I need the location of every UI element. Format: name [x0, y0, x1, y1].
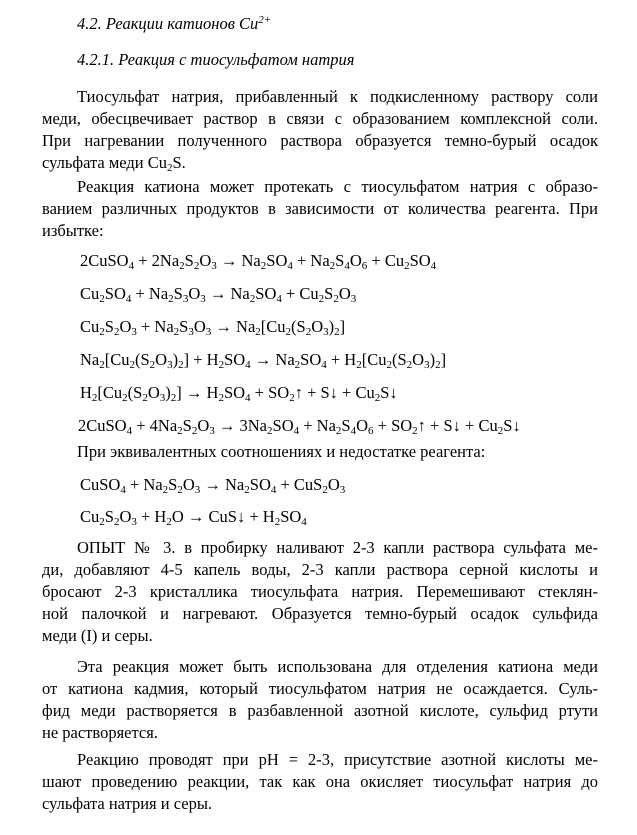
- text-line: бросают 2-3 кристаллика тиосульфата натрия. Перемешивают стеклян-: [42, 582, 598, 601]
- paragraph-separation: [42, 656, 598, 744]
- equation-line: $Cu_2S_2O_3 + H_2O$ → CuS↓ + $H_2SO_4$: [80, 507, 307, 528]
- text-line: Реакция катиона может протекать с тиосульфатом натрия с образо-: [77, 177, 598, 196]
- paragraph-ph-conditions: [42, 749, 598, 815]
- equation-line: CuSO$_4$ + $Na_2S_2O_3 \to Na_2SO_4 + CuS_2O_3$: [80, 475, 346, 496]
- text-line: фид меди растворяется в разбавленной азотной кислоте, сульфид ртути: [42, 701, 598, 720]
- equation-line: $Na_2[Cu_2(S_2O_3)_2] + H_2SO_4 \to Na_2SO_4 + H_2[Cu_2(S_2O_3)_2]$: [80, 350, 447, 371]
- text-line: меди, обесцвечивает раствор в связи с образованием комплексной соли.: [42, 109, 598, 128]
- summary-equation: 2CuSO$_4$ + $4Na_2S_2O_3 \to 3Na_2SO_4 + Na_2S_4O_6$ + $SO_2↑$ + S↓ + $Cu_2S↓$: [78, 416, 521, 437]
- text-line: сульфата меди $Cu_2S$.: [42, 153, 186, 174]
- text-line: Реакцию проводят при pH = 2-3, присутствие азотной кислоты ме-: [77, 750, 598, 769]
- text-line: ОПЫТ № 3. в пробирку наливают 2-3 капли раствора сульфата ме-: [77, 538, 598, 557]
- equivalent-ratio-note: При эквивалентных соотношениях и недостатке реагента:: [77, 442, 486, 461]
- text-line: избытке:: [42, 221, 104, 240]
- paragraph-experiment: [42, 537, 598, 647]
- text-line: не растворяется.: [42, 723, 158, 742]
- text-line: ди, добавляют 4-5 капель воды, 2-3 капли раствора серной кислоты и: [42, 560, 598, 579]
- text-line: Тиосульфат натрия, прибавленный к подкисленному раствору соли: [77, 87, 598, 106]
- text-line: шают проведению реакции, так как она окисляет тиосульфат натрия до: [42, 772, 598, 791]
- equation-line: $Cu_2S_2O_3 + Na_2S_3O_3 \to Na_2[Cu_2(S_2O_3)_2]$: [80, 317, 346, 338]
- text-line: от катиона кадмия, который тиосульфатом натрия не осаждается. Суль-: [42, 679, 598, 698]
- equation-line: 2CuSO$_4$ + $2Na_2S_2O_3 \to Na_2SO_4 + Na_2S_4O_6 + Cu_2SO_4$: [80, 251, 437, 272]
- paragraph-intro: [42, 86, 598, 174]
- equation-line: $Cu_2SO_4 + Na_2S_3O_3 \to Na_2SO_4 + Cu_2S_2O_3$: [80, 284, 357, 305]
- text-line: При нагревании полученного раствора образуется темно-бурый осадок: [42, 131, 598, 150]
- text-line: ванием различных продуктов в зависимости от количества реагента. При: [42, 199, 598, 218]
- subsection-heading: 4.2.1. Реакция с тиосульфатом натрия: [77, 50, 355, 69]
- equation-line: $H_2[Cu_2(S_2O_3)_2] \to H_2SO_4$ + $SO_2↑$ + S↓ + $Cu_2S↓$: [80, 383, 398, 404]
- text-line: сульфата натрия и серы.: [42, 794, 213, 813]
- text-line: ной палочкой и нагревают. Образуется темно-бурый осадок сульфида: [42, 604, 598, 623]
- equation-block-equivalent: [42, 469, 598, 533]
- paragraph-excess-intro: [42, 176, 598, 242]
- equation-block-excess: [42, 244, 598, 409]
- text-line: Эта реакция может быть использована для отделения катиона меди: [77, 657, 598, 676]
- section-heading: 4.2. Реакции катионов $Cu^{2+}$: [77, 14, 272, 33]
- text-line: меди (I) и серы.: [42, 626, 153, 645]
